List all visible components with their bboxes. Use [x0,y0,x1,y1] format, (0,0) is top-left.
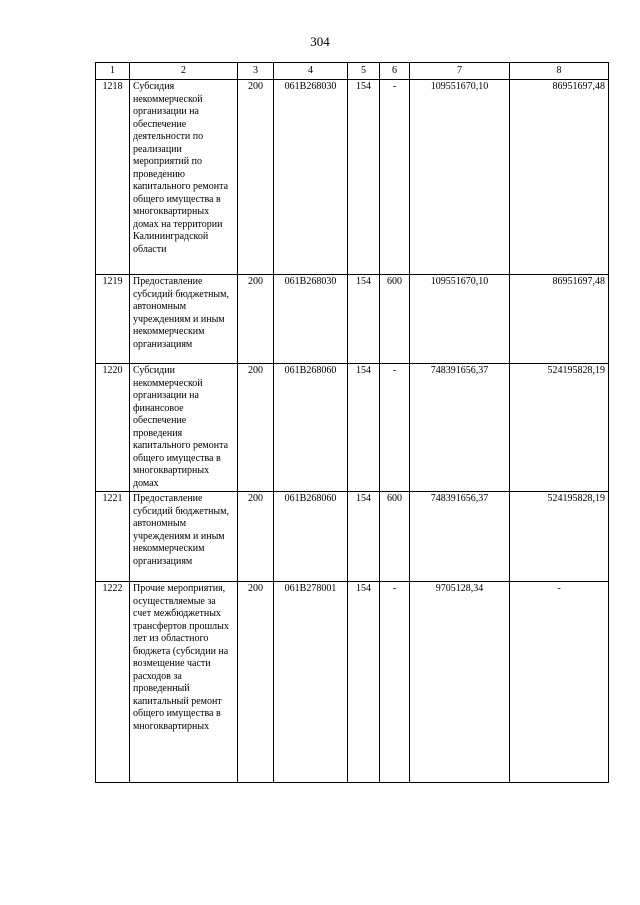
row-name: Предоставление субсидий бюджетным, автономным учреждениям и иным некоммерческим организациям [130,492,238,582]
cell-col3: 200 [238,492,274,582]
cell-col7: 109551670,10 [410,80,510,275]
cell-col4: 061В268060 [274,492,348,582]
cell-col4: 061В268060 [274,364,348,492]
cell-col8: - [510,582,609,783]
cell-col5: 154 [348,364,380,492]
table-header-row [96,63,609,80]
cell-col8: 524195828,19 [510,492,609,582]
column-header: 4 [274,63,348,80]
row-number: 1219 [96,275,130,364]
budget-table [95,62,609,783]
row-number: 1222 [96,582,130,783]
page-number: 304 [310,34,330,49]
cell-col4: 061В268030 [274,275,348,364]
table-row [96,492,609,582]
row-name: Прочие мероприятия, осуществляемые за счет межбюджетных трансфертов прошлых лет из областного бюджета (субсидии на возмещение части расходов за проведенный капитальный ремонт общего имущества в многоквартирных [130,582,238,783]
row-number: 1218 [96,80,130,275]
cell-col3: 200 [238,275,274,364]
cell-col6: - [380,582,410,783]
table-row [96,582,609,783]
cell-col5: 154 [348,582,380,783]
cell-col4: 061В268030 [274,80,348,275]
row-number: 1221 [96,492,130,582]
column-header: 1 [96,63,130,80]
table-row [96,275,609,364]
cell-col6: - [380,364,410,492]
cell-col8: 524195828,19 [510,364,609,492]
row-name: Предоставление субсидий бюджетным, автономным учреждениям и иным некоммерческим организациям [130,275,238,364]
cell-col7: 748391656,37 [410,492,510,582]
cell-col7: 748391656,37 [410,364,510,492]
column-header: 5 [348,63,380,80]
column-header: 6 [380,63,410,80]
column-header: 3 [238,63,274,80]
cell-col5: 154 [348,492,380,582]
column-header: 8 [510,63,609,80]
cell-col6: 600 [380,275,410,364]
cell-col4: 061В278001 [274,582,348,783]
column-header: 7 [410,63,510,80]
cell-col8: 86951697,48 [510,80,609,275]
cell-col6: - [380,80,410,275]
row-number: 1220 [96,364,130,492]
cell-col3: 200 [238,364,274,492]
cell-col7: 109551670,10 [410,275,510,364]
cell-col7: 9705128,34 [410,582,510,783]
cell-col5: 154 [348,80,380,275]
table-row [96,80,609,275]
cell-col3: 200 [238,582,274,783]
cell-col6: 600 [380,492,410,582]
cell-col5: 154 [348,275,380,364]
table-row [96,364,609,492]
column-header: 2 [130,63,238,80]
cell-col3: 200 [238,80,274,275]
row-name: Субсидия некоммерческой организации на обеспечение деятельности по реализации мероприятий по проведению капитального ремонта общего имущества в многоквартирных домах на территории Калининградской области [130,80,238,275]
row-name: Субсидии некоммерческой организации на финансовое обеспечение проведения капитального ремонта общего имущества в многоквартирных домах [130,364,238,492]
cell-col8: 86951697,48 [510,275,609,364]
